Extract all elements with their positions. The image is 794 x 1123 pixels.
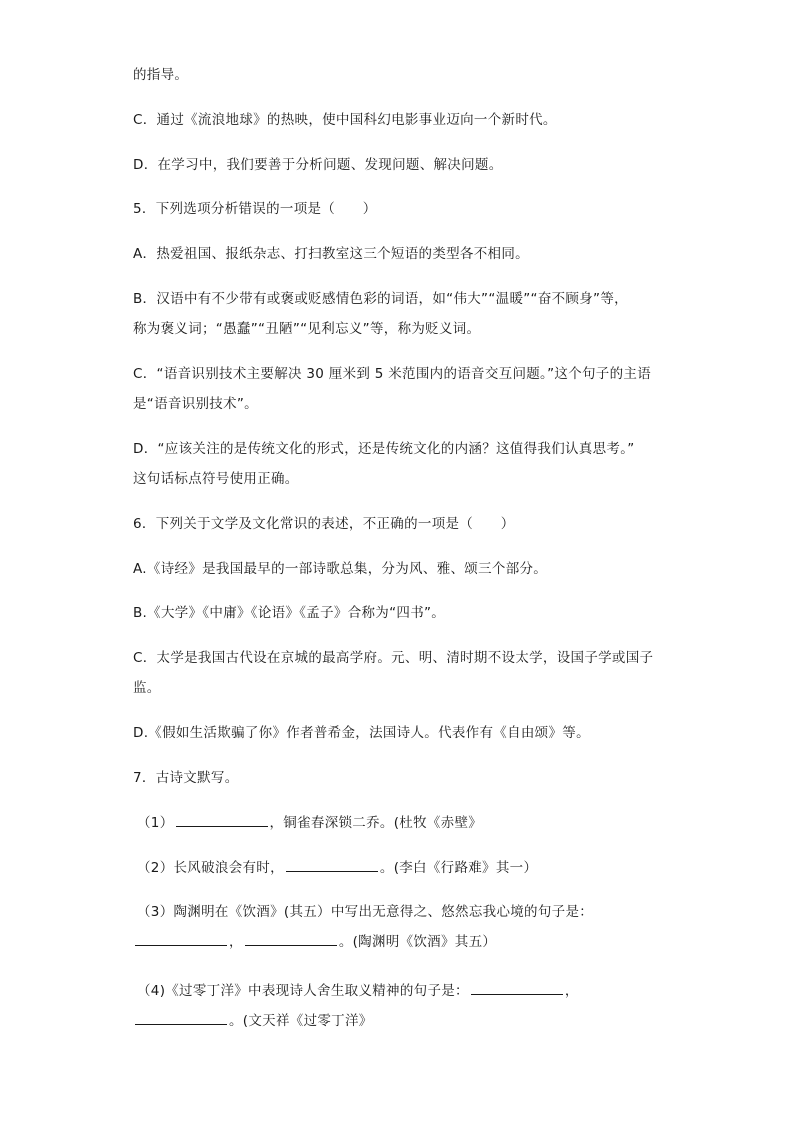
answer-blank[interactable] xyxy=(286,859,378,872)
option-b-line: B．汉语中有不少带有或褒或贬感情色彩的词语，如“伟大”“温暖”“奋不顾身”等， xyxy=(133,291,628,307)
answer-blank[interactable] xyxy=(135,933,227,946)
option-c-continuation: 监。 xyxy=(133,680,161,696)
answer-blank[interactable] xyxy=(471,982,563,995)
text-line: 的指导。 xyxy=(133,67,189,83)
dictation-item-4 xyxy=(137,982,677,1001)
option-c-line: C．“语音识别技术主要解决 30 厘米到 5 米范围内的语音交互问题。”这个句子的主语 xyxy=(133,366,651,382)
dictation-suffix: 。(李白《行路难》其一） xyxy=(379,860,538,876)
option-b-continuation: 称为褒义词；“愚蠢”“丑陋”“见利忘义”等，称为贬义词。 xyxy=(133,321,481,337)
dictation-suffix: 。(文天祥《过零丁洋》 xyxy=(229,1013,373,1029)
answer-blank[interactable] xyxy=(135,1012,227,1025)
option-b-line: B.《大学》《中庸》《论语》《孟子》合称为“四书”。 xyxy=(133,605,446,621)
dictation-suffix: ，铜雀春深锁二乔。(杜牧《赤壁》 xyxy=(269,815,483,831)
option-a-line: A.《诗经》是我国最早的一部诗歌总集，分为风、雅、颂三个部分。 xyxy=(133,561,548,577)
dictation-prefix: （1） xyxy=(137,815,174,831)
option-d-line: D．在学习中，我们要善于分析问题、发现问题、解决问题。 xyxy=(133,157,503,173)
dictation-prefix: （2）长风破浪会有时， xyxy=(137,860,284,876)
answer-blank[interactable] xyxy=(245,933,337,946)
option-d-line: D．“应该关注的是传统文化的形式，还是传统文化的内涵？这值得我们认真思考。” xyxy=(133,441,635,457)
dictation-prefix: （4)《过零丁洋》中表现诗人舍生取义精神的句子是： xyxy=(137,983,469,999)
dictation-item-1 xyxy=(137,814,677,833)
dictation-item-3-answers xyxy=(133,933,673,952)
option-d-line: D.《假如生活欺骗了你》作者普希金，法国诗人。代表作有《自由颂》等。 xyxy=(133,725,590,741)
option-c-line: C．通过《流浪地球》的热映，使中国科幻电影事业迈向一个新时代。 xyxy=(133,112,557,128)
dictation-item-3: （3）陶渊明在《饮酒》(其五）中写出无意得之、悠然忘我心境的句子是： xyxy=(137,904,594,920)
option-a-line: A．热爱祖国、报纸杂志、打扫教室这三个短语的类型各不相同。 xyxy=(133,246,529,262)
question-5-title: 5．下列选项分析错误的一项是（ ） xyxy=(133,201,377,217)
option-c-continuation: 是“语音识别技术”。 xyxy=(133,396,258,412)
dictation-item-4-answers xyxy=(133,1012,673,1031)
dictation-separator: ， xyxy=(564,983,579,999)
dictation-separator: ， xyxy=(229,934,243,950)
answer-blank[interactable] xyxy=(176,814,268,827)
dictation-item-2 xyxy=(137,859,677,878)
question-6-title: 6．下列关于文学及文化常识的表述，不正确的一项是（ ） xyxy=(133,516,515,532)
question-7-title: 7．古诗文默写。 xyxy=(133,770,239,786)
option-c-line: C．太学是我国古代设在京城的最高学府。元、明、清时期不设太学，设国子学或国子 xyxy=(133,650,654,666)
dictation-suffix: 。(陶渊明《饮酒》其五） xyxy=(338,934,497,950)
option-d-continuation: 这句话标点符号使用正确。 xyxy=(133,471,299,487)
